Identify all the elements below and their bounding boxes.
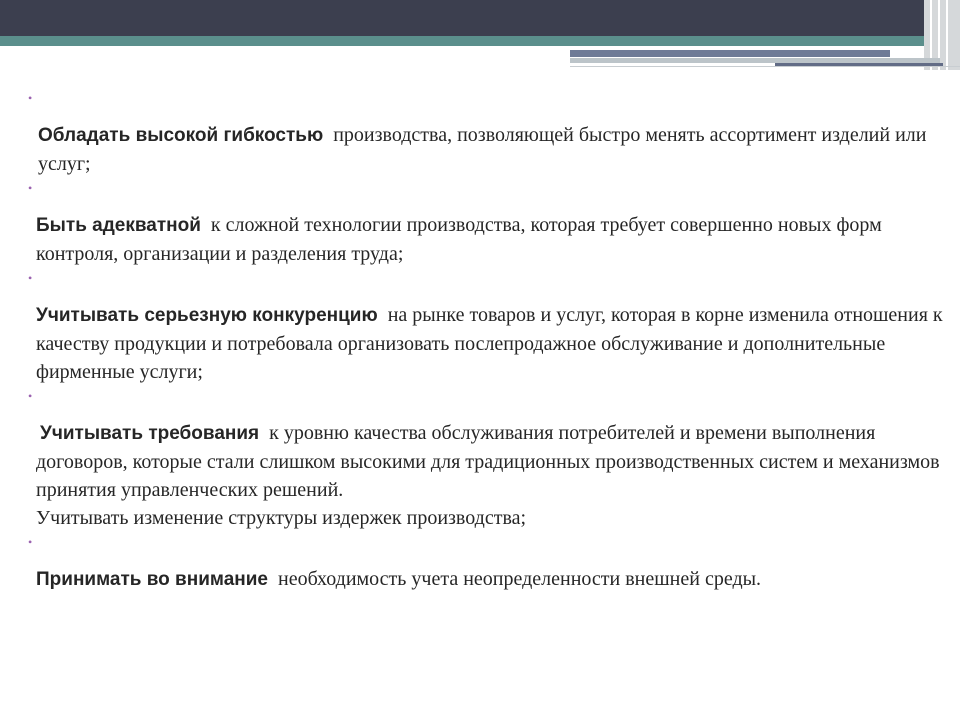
bullet-icon: • xyxy=(28,271,33,285)
item-bold: Учитывать требования xyxy=(40,423,260,444)
item-bold: Учитывать серьезную конкуренцию xyxy=(36,305,378,326)
decorative-bar xyxy=(570,50,890,57)
item-bold: Принимать во внимание xyxy=(36,569,268,590)
item-bold: Быть адекватной xyxy=(36,215,201,236)
corner-line xyxy=(946,0,948,70)
slide-content xyxy=(28,92,943,594)
list-item xyxy=(28,272,943,386)
item-extra-text: Учитывать изменение структуры издержек производства; xyxy=(36,507,527,529)
decorative-line xyxy=(570,66,960,67)
item-bold: Обладать высокой гибкостью xyxy=(38,125,324,146)
item-text: к уровню качества обслуживания потребителей и времени выполнения договоров, которые стали слишком высокими для традиционных производственных систем и механизмов принятия управленческих решений. xyxy=(36,422,940,501)
item-text: производства, позволяющей быстро менять ассортимент изделий или услуг; xyxy=(38,124,927,175)
list-item xyxy=(28,390,943,532)
bullet-icon: • xyxy=(28,181,33,195)
header-stripe xyxy=(0,36,960,46)
list-item xyxy=(28,92,943,178)
item-text: к сложной технологии производства, которая требует совершенно новых форм контроля, организации и разделения труда; xyxy=(36,214,882,265)
item-text: необходимость учета неопределенности внешней среды. xyxy=(277,568,762,590)
header-bar xyxy=(0,0,960,36)
bullet-icon: • xyxy=(28,389,33,403)
list-item xyxy=(28,536,943,594)
list-item xyxy=(28,182,943,268)
item-text: на рынке товаров и услуг, которая в корне изменила отношения к качеству продукции и потребовала организовать послепродажное обслуживание и дополнительные фирменные услуги; xyxy=(36,304,943,383)
bullet-icon: • xyxy=(28,535,33,549)
bullet-icon: • xyxy=(28,91,33,105)
